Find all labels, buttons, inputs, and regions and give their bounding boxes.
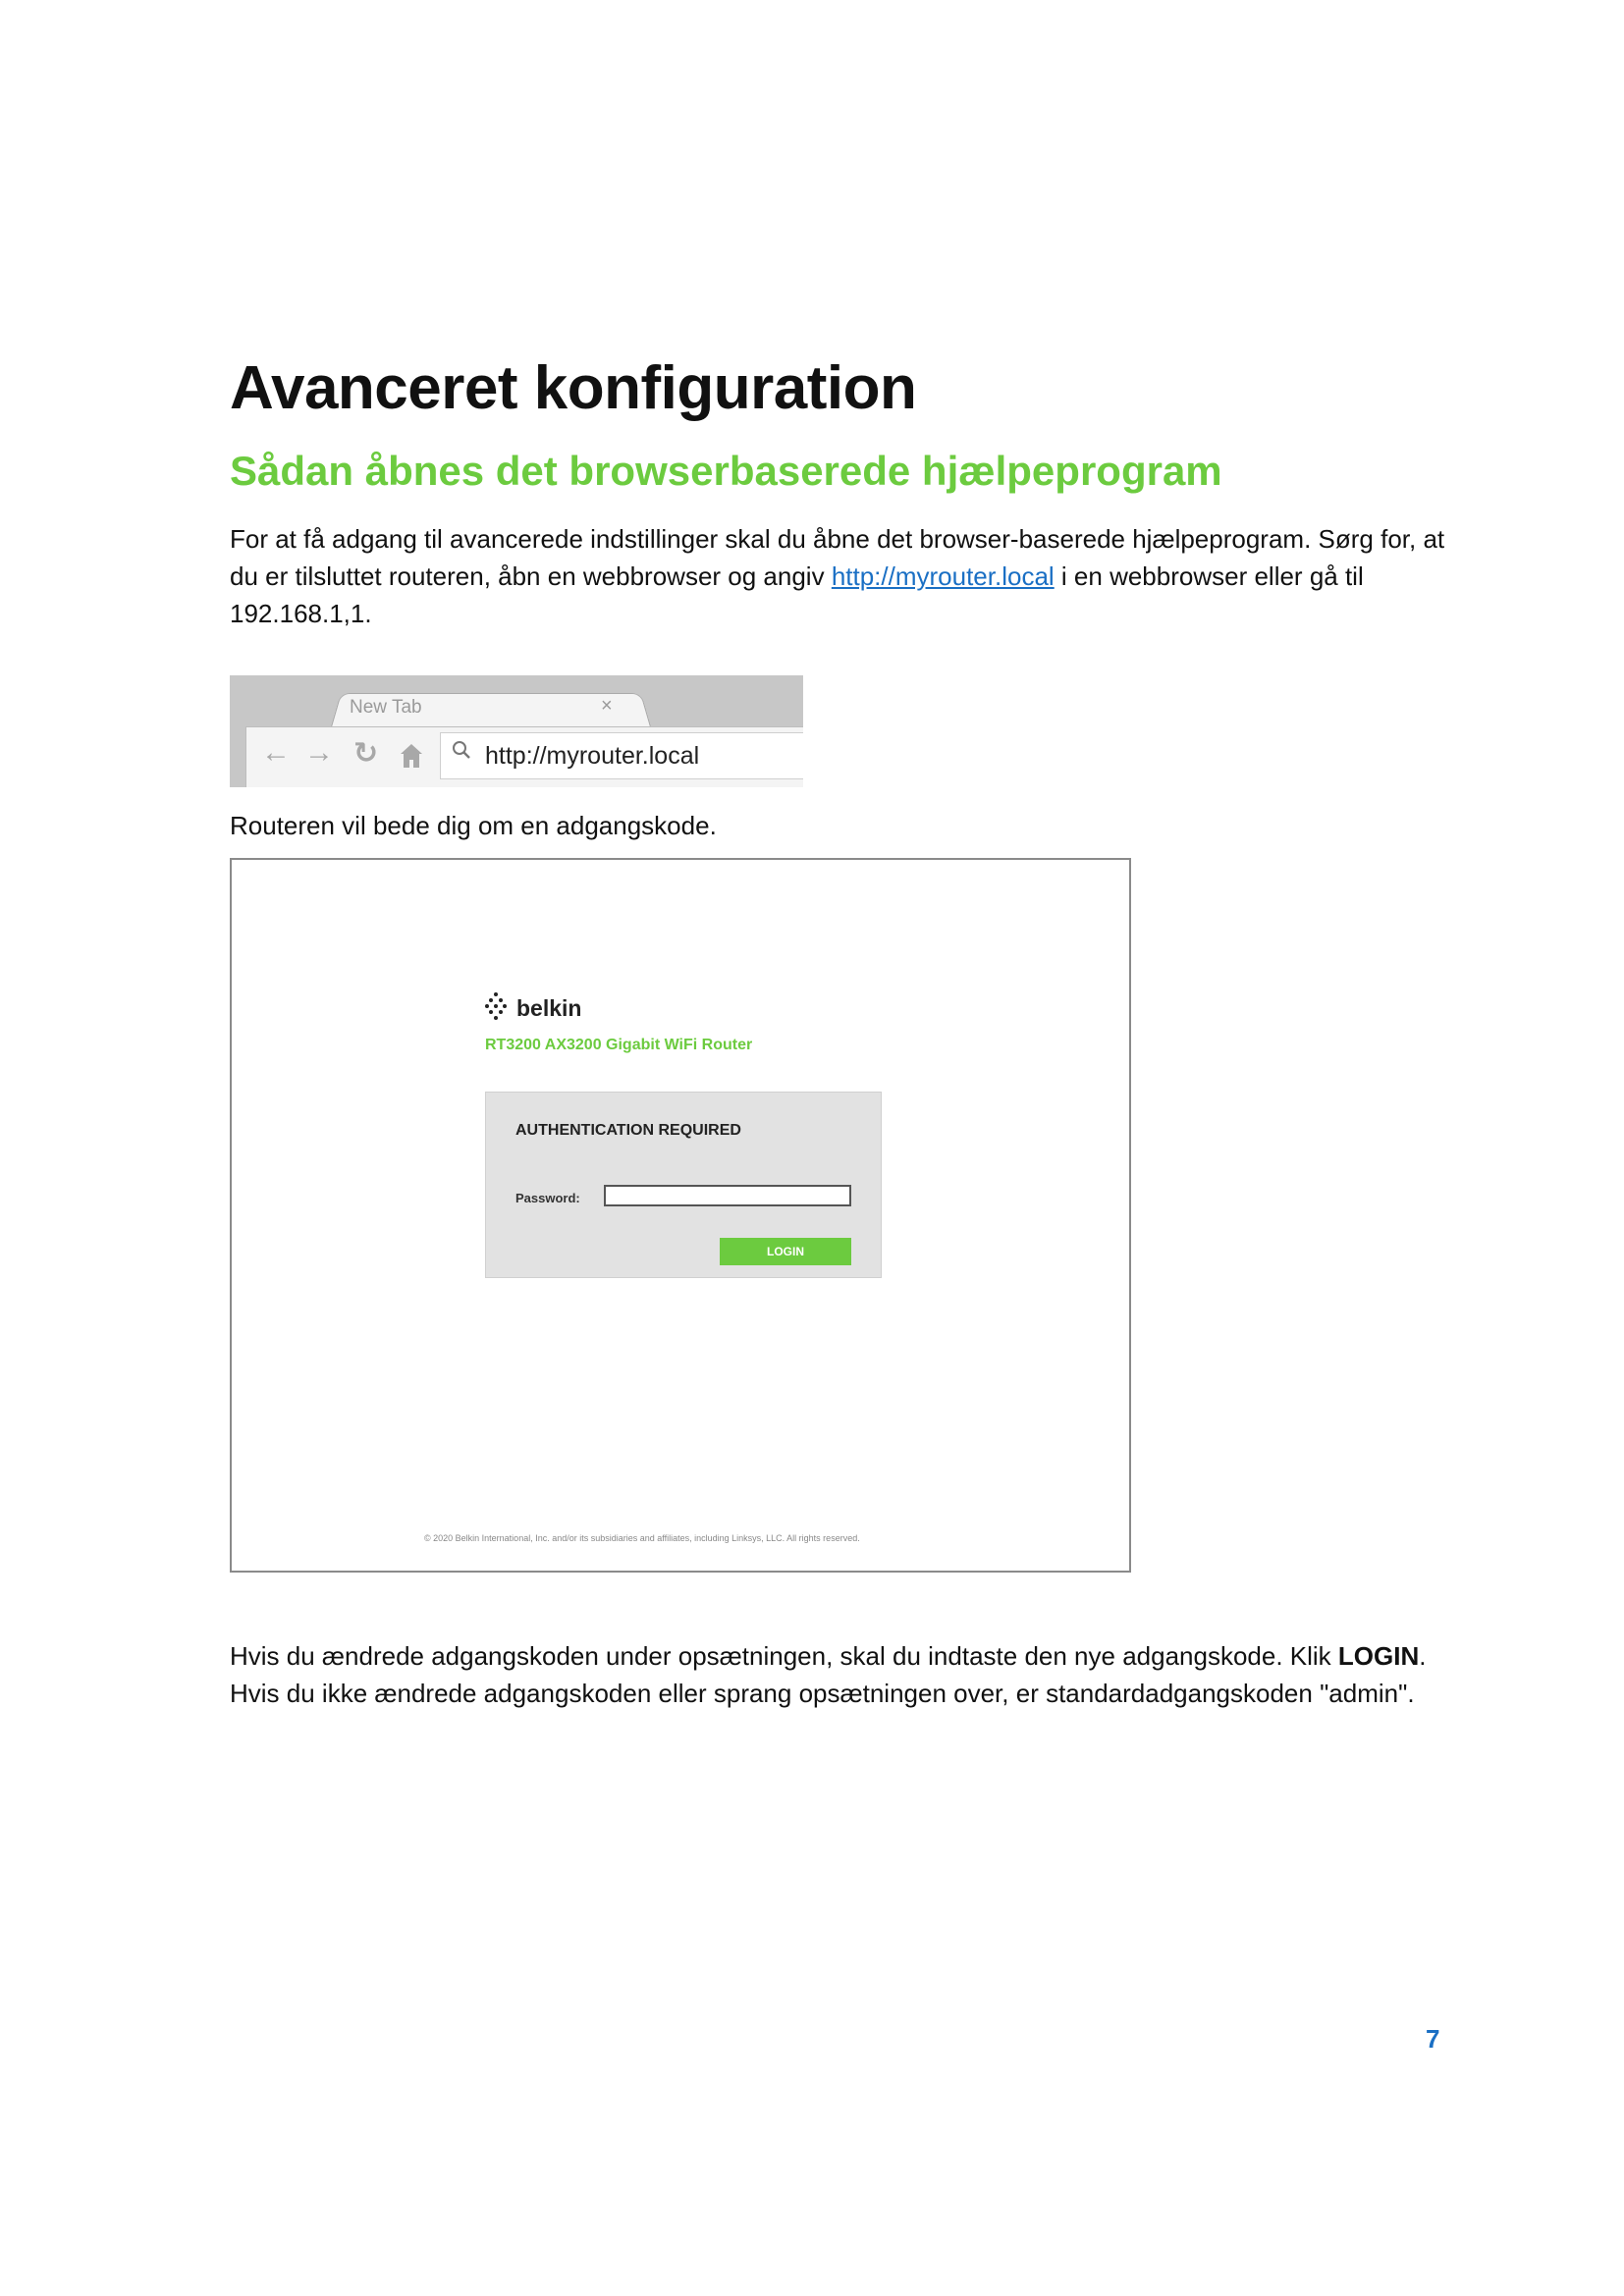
auth-heading: AUTHENTICATION REQUIRED	[515, 1122, 741, 1139]
authentication-panel	[485, 1092, 882, 1278]
tab-close-icon: ×	[601, 695, 613, 717]
search-icon	[452, 740, 471, 760]
browser-address-bar-figure	[230, 675, 803, 787]
home-icon	[399, 742, 424, 770]
back-arrow-icon: ←	[261, 736, 291, 769]
final-text-before-bold: Hvis du ændrede adgangskoden under opsætningen, skal du indtaste den nye adgangskode. Klik	[230, 1641, 1338, 1671]
page-number: 7	[1426, 2024, 1440, 2054]
login-button[interactable]: LOGIN	[720, 1238, 851, 1265]
intro-paragraph	[230, 520, 1447, 632]
password-input[interactable]	[604, 1185, 851, 1206]
browser-tab-label: New Tab	[350, 697, 422, 718]
password-prompt-paragraph: Routeren vil bede dig om en adgangskode.	[230, 811, 717, 840]
myrouter-link[interactable]: http://myrouter.local	[831, 561, 1055, 591]
address-text: http://myrouter.local	[485, 742, 700, 770]
router-model-name: RT3200 AX3200 Gigabit WiFi Router	[485, 1037, 753, 1053]
login-bold-label: LOGIN	[1337, 1641, 1420, 1671]
forward-arrow-icon: →	[304, 736, 334, 769]
belkin-wordmark: belkin	[516, 995, 582, 1021]
final-text-after-bold: . Hvis du ikke ændrede adgangskoden eller sprang opsætningen over, er standardadgangskoden "admin".	[230, 1641, 1427, 1708]
reload-icon: ↻	[353, 737, 379, 770]
login-instructions-paragraph	[230, 1637, 1447, 1712]
intro-text-after-link: i en webbrowser eller gå til 192.168.1,1.	[230, 561, 1364, 628]
belkin-logo-icon	[485, 991, 507, 1021]
section-title: Sådan åbnes det browserbaserede hjælpeprogram	[230, 448, 1222, 494]
copyright-text: © 2020 Belkin International, Inc. and/or its subsidiaries and affiliates, including Linksys, LLC. All rights reserved.	[424, 1533, 860, 1543]
intro-text-before-link: For at få adgang til avancerede indstillinger skal du åbne det browser-baserede hjælpeprogram. Sørg for, at du er tilsluttet routeren, åbn en webbrowser og angiv	[230, 524, 1445, 591]
router-login-screenshot	[230, 858, 1131, 1573]
password-label: Password:	[515, 1191, 580, 1205]
page-title: Avanceret konfiguration	[230, 354, 917, 422]
